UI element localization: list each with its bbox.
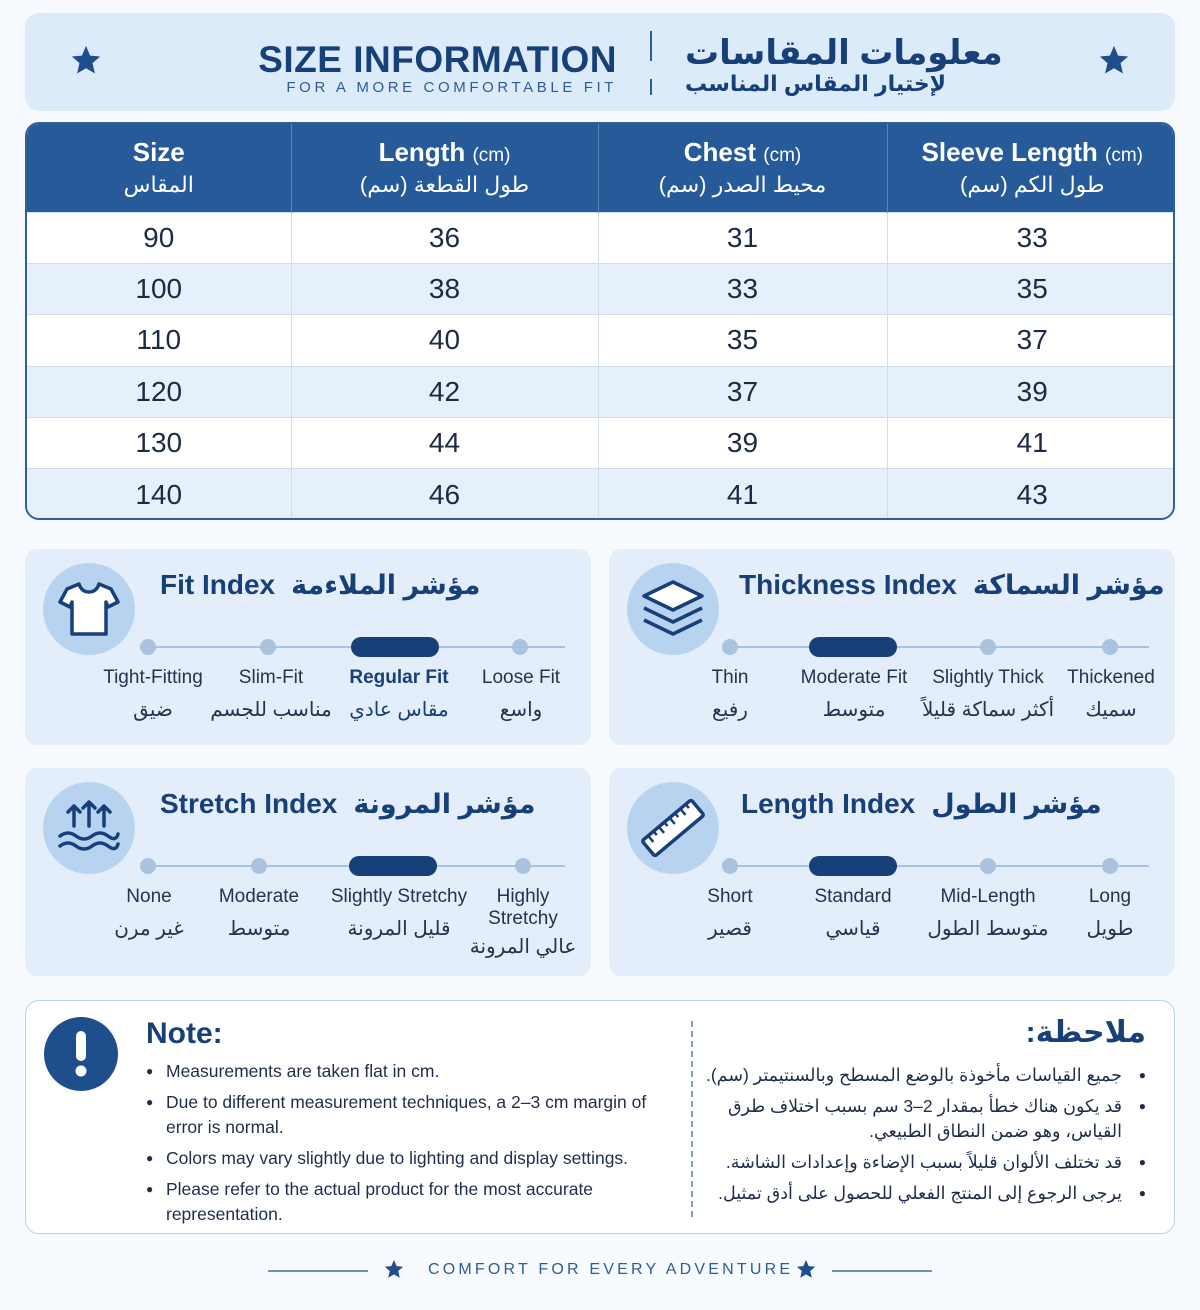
scale-selected-marker — [351, 637, 439, 657]
list-item: ● قد يكون هناك خطأ بمقدار 2–3 سم بسبب اختلاف طرق القياس، وهو ضمن النطاق الطبيعي. — [706, 1094, 1146, 1144]
stretch-index-title: Stretch Index مؤشر المرونة — [160, 788, 536, 819]
stretch-index-card — [25, 768, 591, 976]
subtitle-arabic: لإختيار المقاس المناسب — [685, 71, 947, 96]
table-row — [27, 469, 1175, 520]
note-list-arabic — [706, 1063, 1146, 1212]
level-regular-fit: Regular Fit مقاس عادي — [349, 667, 449, 721]
scale-dot — [140, 858, 156, 874]
header-divider — [650, 31, 652, 61]
list-item: ● يرجى الرجوع إلى المنتج الفعلي للحصول على أدق تمثيل. — [706, 1181, 1146, 1206]
table-cell: 130 — [27, 418, 291, 469]
note-title-english: Note: — [146, 1017, 223, 1050]
scale-selected-marker — [809, 856, 897, 876]
badge-circle — [627, 782, 719, 874]
thickness-index-title: Thickness Index مؤشر السماكة — [739, 569, 1165, 600]
column-header-size: Size المقاس — [27, 124, 291, 212]
note-list-english — [146, 1059, 686, 1233]
table-cell: 46 — [291, 469, 598, 520]
note-divider — [691, 1021, 693, 1217]
scale-dot — [980, 858, 996, 874]
level-thin: Thin رفيع — [711, 667, 749, 721]
table-cell: 110 — [27, 315, 291, 366]
star-icon — [383, 1258, 405, 1280]
table-row — [27, 212, 1175, 263]
table-cell: 100 — [27, 263, 291, 314]
level-slightly-thick: Slightly Thick أكثر سماكة قليلاً — [921, 667, 1055, 721]
list-item: ● Colors may vary slightly due to lighting and display settings. — [146, 1146, 686, 1171]
scale-dot — [1102, 639, 1118, 655]
scale-dot — [722, 858, 738, 874]
table-cell: 41 — [598, 469, 887, 520]
table-cell: 35 — [887, 263, 1175, 314]
footer — [0, 1256, 1200, 1286]
level-standard: Standard قياسي — [814, 886, 892, 940]
layers-icon — [640, 578, 706, 640]
list-item: ● جميع القياسات مأخوذة بالوضع المسطح وبالسنتيمتر (سم). — [706, 1063, 1146, 1088]
column-header-sleeve-length: Sleeve Length (cm) طول الكم (سم) — [887, 124, 1175, 212]
scale-dot — [260, 639, 276, 655]
list-item: ● Due to different measurement techniques, a 2–3 cm margin of error is normal. — [146, 1090, 686, 1140]
fit-index-title: Fit Index مؤشر الملاءمة — [160, 569, 481, 600]
level-long: Long طويل — [1086, 886, 1134, 940]
level-thickened: Thickened سميك — [1067, 667, 1155, 721]
tshirt-icon — [57, 580, 121, 638]
exclamation-icon — [44, 1017, 118, 1091]
table-cell: 37 — [598, 366, 887, 417]
table-cell: 140 — [27, 469, 291, 520]
scale-track — [731, 646, 1149, 648]
table-cell: 31 — [598, 212, 887, 263]
thickness-index-card — [609, 549, 1175, 745]
table-cell: 43 — [887, 469, 1175, 520]
scale-dot — [515, 858, 531, 874]
level-mid-length: Mid-Length متوسط الطول — [927, 886, 1049, 940]
subtitle-english: FOR A MORE COMFORTABLE FIT — [286, 79, 617, 96]
table-cell: 41 — [887, 418, 1175, 469]
size-table — [25, 122, 1175, 520]
badge-circle — [627, 563, 719, 655]
column-header-chest: Chest (cm) محيط الصدر (سم) — [598, 124, 887, 212]
table-row — [27, 418, 1175, 469]
level-loose-fit: Loose Fit واسع — [481, 667, 561, 721]
level-none: None غير مرن — [114, 886, 184, 940]
header-divider — [650, 79, 652, 95]
length-index-title: Length Index مؤشر الطول — [741, 788, 1102, 819]
column-header-length: Length (cm) طول القطعة (سم) — [291, 124, 598, 212]
level-moderate: Moderate متوسط — [218, 886, 300, 940]
scale-dot — [980, 639, 996, 655]
list-item: ● Please refer to the actual product for the most accurate representation. — [146, 1177, 686, 1227]
scale-dot — [722, 639, 738, 655]
level-highly-stretchy: Highly Stretchy عالي المرونة — [469, 886, 577, 958]
table-cell: 42 — [291, 366, 598, 417]
table-row — [27, 366, 1175, 417]
table-header-row — [27, 124, 1175, 212]
note-box — [25, 1000, 1175, 1234]
table-cell: 44 — [291, 418, 598, 469]
badge-circle — [43, 563, 135, 655]
stretch-waves-icon — [56, 798, 122, 858]
scale-dot — [512, 639, 528, 655]
scale-selected-marker — [809, 637, 897, 657]
level-short: Short قصير — [707, 886, 753, 940]
table-cell: 40 — [291, 315, 598, 366]
scale-selected-marker — [349, 856, 437, 876]
header-banner — [25, 13, 1175, 111]
list-item: ● Measurements are taken flat in cm. — [146, 1059, 686, 1084]
length-index-card — [609, 768, 1175, 976]
table-cell: 33 — [887, 212, 1175, 263]
footer-line — [268, 1270, 368, 1272]
table-row — [27, 263, 1175, 314]
fit-index-card — [25, 549, 591, 745]
title-arabic: معلومات المقاسات — [685, 34, 1003, 72]
star-icon — [795, 1258, 817, 1280]
table-cell: 35 — [598, 315, 887, 366]
table-cell: 37 — [887, 315, 1175, 366]
table-cell: 38 — [291, 263, 598, 314]
level-slim-fit: Slim-Fit مناسب للجسم — [210, 667, 332, 721]
title-english: SIZE INFORMATION — [258, 39, 617, 80]
note-title-arabic: ملاحظة: — [1025, 1016, 1146, 1049]
star-icon — [69, 43, 103, 77]
scale-dot — [140, 639, 156, 655]
scale-dot — [1102, 858, 1118, 874]
scale-dot — [251, 858, 267, 874]
level-moderate-fit: Moderate Fit متوسط — [800, 667, 908, 721]
table-cell: 39 — [598, 418, 887, 469]
table-cell: 90 — [27, 212, 291, 263]
table-row — [27, 315, 1175, 366]
scale-track — [731, 865, 1149, 867]
table-cell: 120 — [27, 366, 291, 417]
footer-tagline: COMFORT FOR EVERY ADVENTURE — [428, 1261, 794, 1278]
table-cell: 36 — [291, 212, 598, 263]
star-icon — [1097, 43, 1131, 77]
level-slightly-stretchy: Slightly Stretchy قليل المرونة — [330, 886, 468, 940]
level-tight-fitting: Tight-Fitting ضيق — [103, 667, 203, 721]
footer-line — [832, 1270, 932, 1272]
table-cell: 39 — [887, 366, 1175, 417]
badge-circle — [43, 782, 135, 874]
list-item: ● قد تختلف الألوان قليلاً بسبب الإضاءة وإعدادات الشاشة. — [706, 1150, 1146, 1175]
ruler-icon — [637, 792, 709, 864]
table-cell: 33 — [598, 263, 887, 314]
